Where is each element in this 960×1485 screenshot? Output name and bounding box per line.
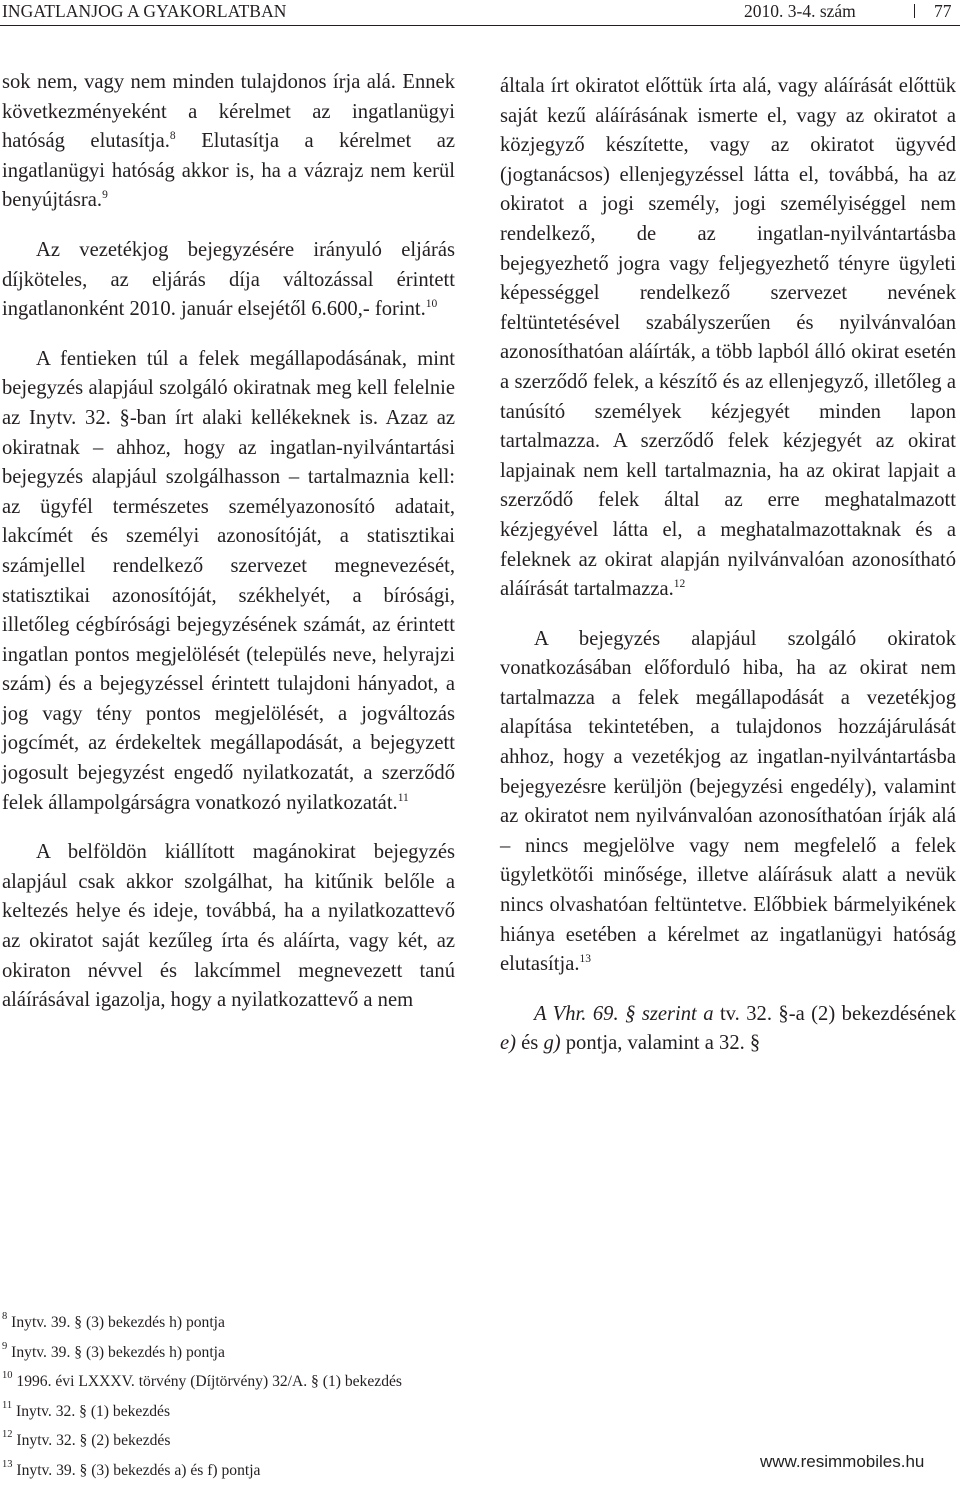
page-number: 77 [934,0,952,22]
left-column [2,68,455,1016]
header-rule [0,25,960,26]
footnote-ref[interactable]: 8 [170,130,176,142]
paragraph: A belföldön kiállított magánokirat bejegyzés alapjául csak akkor szolgálhat, ha kitűnik belőle a keltezés helye és ideje, továbbá, ha a nyilatkozattevő az okiratot saját kezűleg írta és aláírta, vagy két, az okiraton névvel és lakcímmel megnevezett tanú aláírásával igazolja, hogy a nyilatkozattevő a nem [2,838,455,1016]
header-separator [914,4,915,18]
footnote: $^{13}$ Inytv. 39. § (3) bekezdés a) és f) pontja [2,1456,562,1485]
paragraph: Az vezetékjog bejegyzésére irányuló eljárás díjköteles, az eljárás díja változással érintett ingatlanonként 2010. január elsejétől 6.600,- forint.$^{10}$ [2,236,455,325]
footnote-ref[interactable]: 9 [102,189,108,201]
paragraph: A Vhr. 69. § szerint a tv. 32. §-a (2) bekezdésének e) és g) pontja, valamint a 32. § [500,1000,956,1059]
watermark-link[interactable]: www.resimmobiles.hu [760,1452,924,1472]
footnote-ref[interactable]: 11 [398,792,409,804]
footnote: $^{10}$ 1996. évi LXXXV. törvény (Díjtörvény) 32/A. § (1) bekezdés [2,1367,562,1397]
paragraph: általa írt okiratot előttük írta alá, vagy aláírását előttük saját kezű aláírásának ismerte el, vagy az okiratot a közjegyző készítette, vagy az okiratot ügyvéd (jogtanácsos) ellenjegyzéssel látta el, továbbá, ha az okiratot a jogi személy, jogi személyiséggel nem rendelkező, de az ingatlan-nyilvántartásba bejegyezhető jogra vagy feljegyezhető tényre ügyleti képességgel rendelkező szervezet nevének feltüntetésével szabályszerűen és nyilvánvalóan azonosíthatóan aláírták, a több lapból álló okirat esetén a szerződő felek, a készítő és az ellenjegyző, illetőleg a tanúsító személyek kézjegyét minden lapon tartalmazza. A szerződő felek kézjegyét az okirat lapjainak nem kell tartalmaznia, ha az okirat lapjait a szerződő felek által az erre meghatalmazott kézjegyével látta el, a meghatalmazottaknak és a feleknek az okirat alapján nyilvánvalóan azonosítható aláírását tartalmazza.$^{12}$ [500,72,956,605]
paragraph: sok nem, vagy nem minden tulajdonos írja alá. Ennek következményeként a kérelmet az ingatlanügyi hatóság elutasítja.$^8$ Elutasítja a kérelmet az ingatlanügyi hatóság akkor is, ha a vázrajz nem kerül benyújtásra.$^9$ [2,68,455,216]
paragraph: A fentieken túl a felek megállapodásának, mint bejegyzés alapjául szolgáló okiratnak meg kell felelnie az Inytv. 32. §-ban írt alaki kellékeknek is. Azaz az okiratnak – ahhoz, hogy az ingatlan-nyilvántartási bejegyzés alapjául szolgálhasson – tartalmaznia kell: az ügyfél természetes személyazonosító adatait, lakcímét és személyi azonosítóját, a statisztikai számjellel rendelkező szervezet megnevezését, statisztikai azonosítóját, székhelyét, a bírósági, illetőleg cégbírósági bejegyzésének számát, az érintett ingatlan pontos megjelölését (település neve, helyrajzi szám) és a bejegyzéssel érintett tulajdoni hányadot, a jog vagy tény pontos megjelölését, a jogváltozás jogcímét, az érdekeltek megállapodását, a bejegyzett jogosult bejegyzést engedő nyilatkozatát, a szerződő felek állampolgárságra vonatkozó nyilatkozatát.$^{11}$ [2,345,455,819]
footnote: $^9$ Inytv. 39. § (3) bekezdés h) pontja [2,1338,562,1368]
running-header [0,0,960,26]
footnote: $^{12}$ Inytv. 32. § (2) bekezdés [2,1426,562,1456]
footnotes [2,1308,562,1485]
journal-title: INGATLANJOG A GYAKORLATBAN [2,0,287,22]
footnote: $^8$ Inytv. 39. § (3) bekezdés h) pontja [2,1308,562,1338]
footnote-ref[interactable]: 12 [674,578,686,590]
footnote-ref[interactable]: 10 [426,298,438,310]
footnote: $^{11}$ Inytv. 32. § (1) bekezdés [2,1397,562,1427]
right-column [500,72,956,1059]
issue-label: 2010. 3-4. szám [744,0,856,22]
paragraph: A bejegyzés alapjául szolgáló okiratok vonatkozásában előforduló hiba, ha az okirat nem tartalmazza a felek megállapodását a vezetékjog alapítása tekintetében, a tulajdonos hozzájárulását ahhoz, hogy a vezetékjog az ingatlan-nyilvántartásba bejegyezésre kerüljön (bejegyzési engedély), valamint az okiratot nem nyilvánvalóan azonosíthatóan írják alá – nincs megjelölve vagy nem megfelelő a felek ügyletkötői minősége, illetve aláírásuk alatt a nevük nincs olvashatóan feltüntetve. Előbbiek bármelyikének hiánya esetében a kérelmet az ingatlanügyi hatóság elutasítja.$^{13}$ [500,625,956,980]
footnote-ref[interactable]: 13 [580,953,592,965]
